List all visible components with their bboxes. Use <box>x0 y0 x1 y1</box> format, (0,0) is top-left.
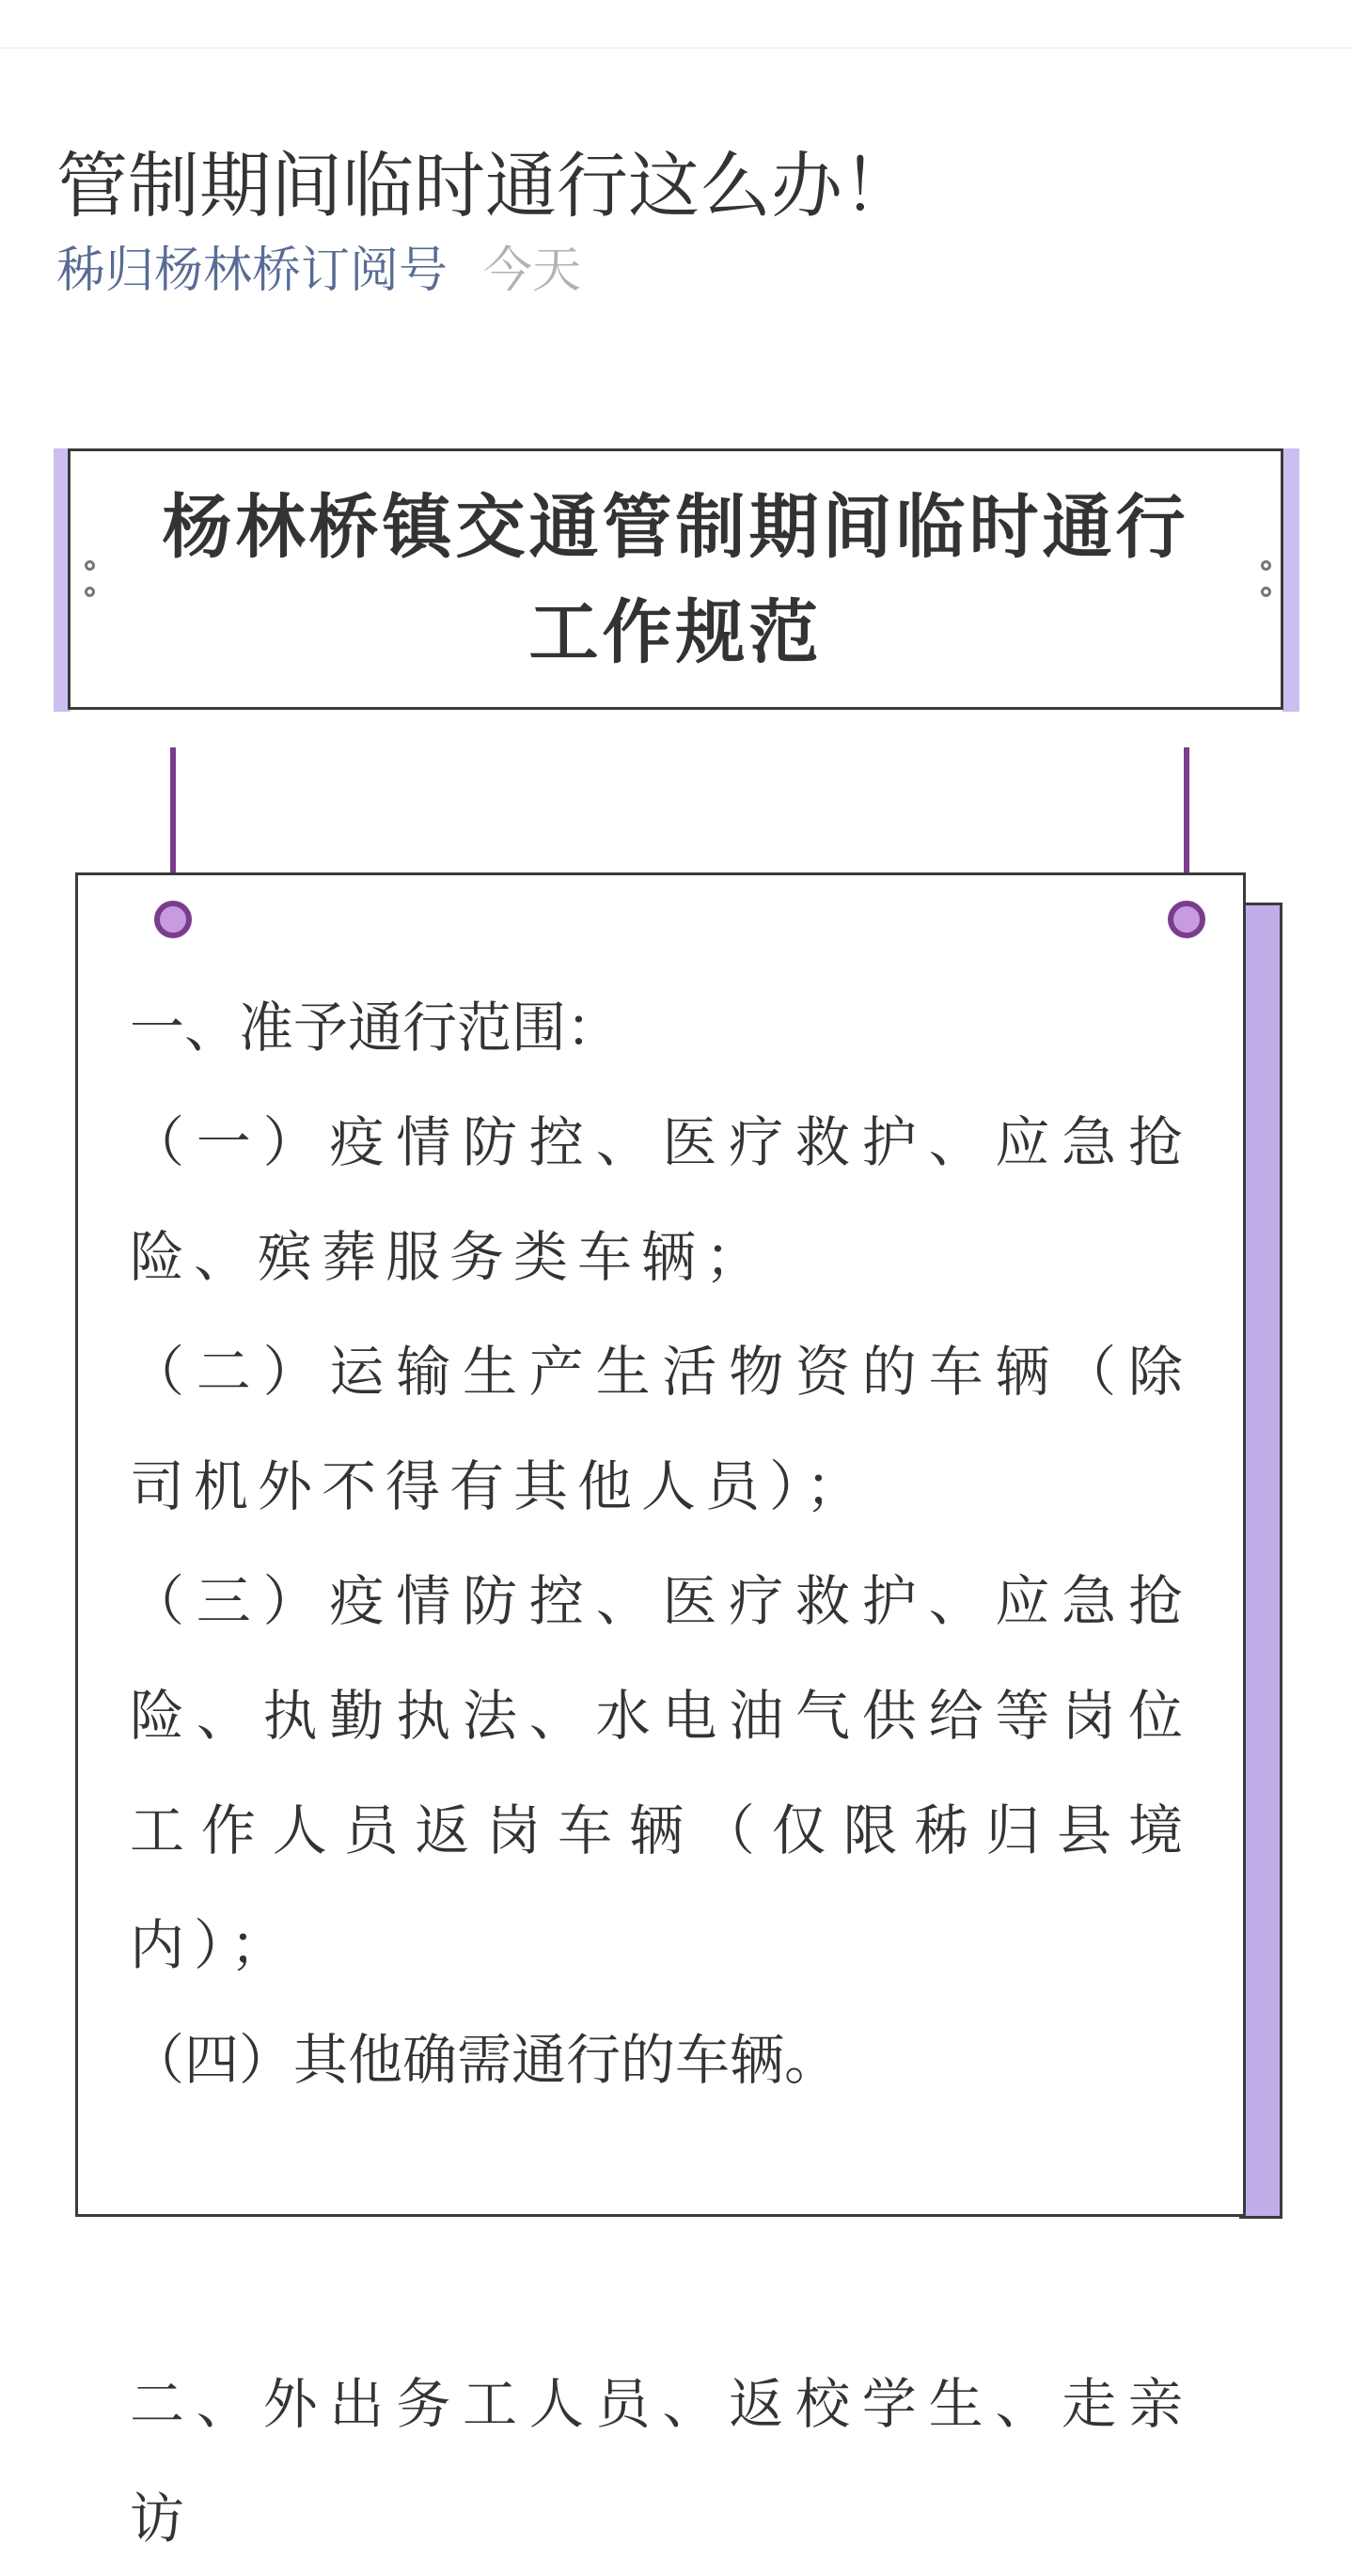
header-side-bar-right <box>1282 448 1299 712</box>
list-item: （二）运输生产生活物资的车辆（除司机外不得有其他人员）； <box>130 1340 1192 1518</box>
article-title: 管制期间临时通行这么办！ <box>56 143 914 228</box>
decor-dot-icon <box>1261 587 1271 597</box>
header-title-line1: 杨林桥镇交通管制期间临时通行 <box>162 487 1189 568</box>
section1-heading: 一、准予通行范围： <box>130 996 621 1060</box>
account-name-link[interactable]: 秭归杨林桥订阅号 <box>56 243 448 299</box>
pin-icon <box>154 901 192 938</box>
decor-dot-icon <box>85 587 95 597</box>
list-item: （四）其他确需通行的车辆。 <box>130 2028 840 2092</box>
header-title-line2: 工作规范 <box>528 592 823 673</box>
header-title <box>68 475 1283 685</box>
decor-dot-icon <box>1261 560 1271 571</box>
pin-icon <box>1168 901 1205 938</box>
list-item: （一）疫情防控、医疗救护、应急抢险、殡葬服务类车辆； <box>130 1110 1192 1289</box>
spacer <box>130 2117 1192 2347</box>
article-meta <box>56 235 581 306</box>
section2-heading: 二、外出务工人员、返校学生、走亲访 <box>130 2372 1192 2551</box>
decor-dot-icon <box>85 560 95 571</box>
publish-date: 今天 <box>483 243 582 299</box>
list-item: （三）疫情防控、医疗救护、应急抢险、执勤执法、水电油气供给等岗位工作人员返岗车辆（仅限秭归县境内）； <box>130 1569 1192 1977</box>
top-divider <box>0 47 1353 49</box>
card-text <box>130 970 1192 2576</box>
